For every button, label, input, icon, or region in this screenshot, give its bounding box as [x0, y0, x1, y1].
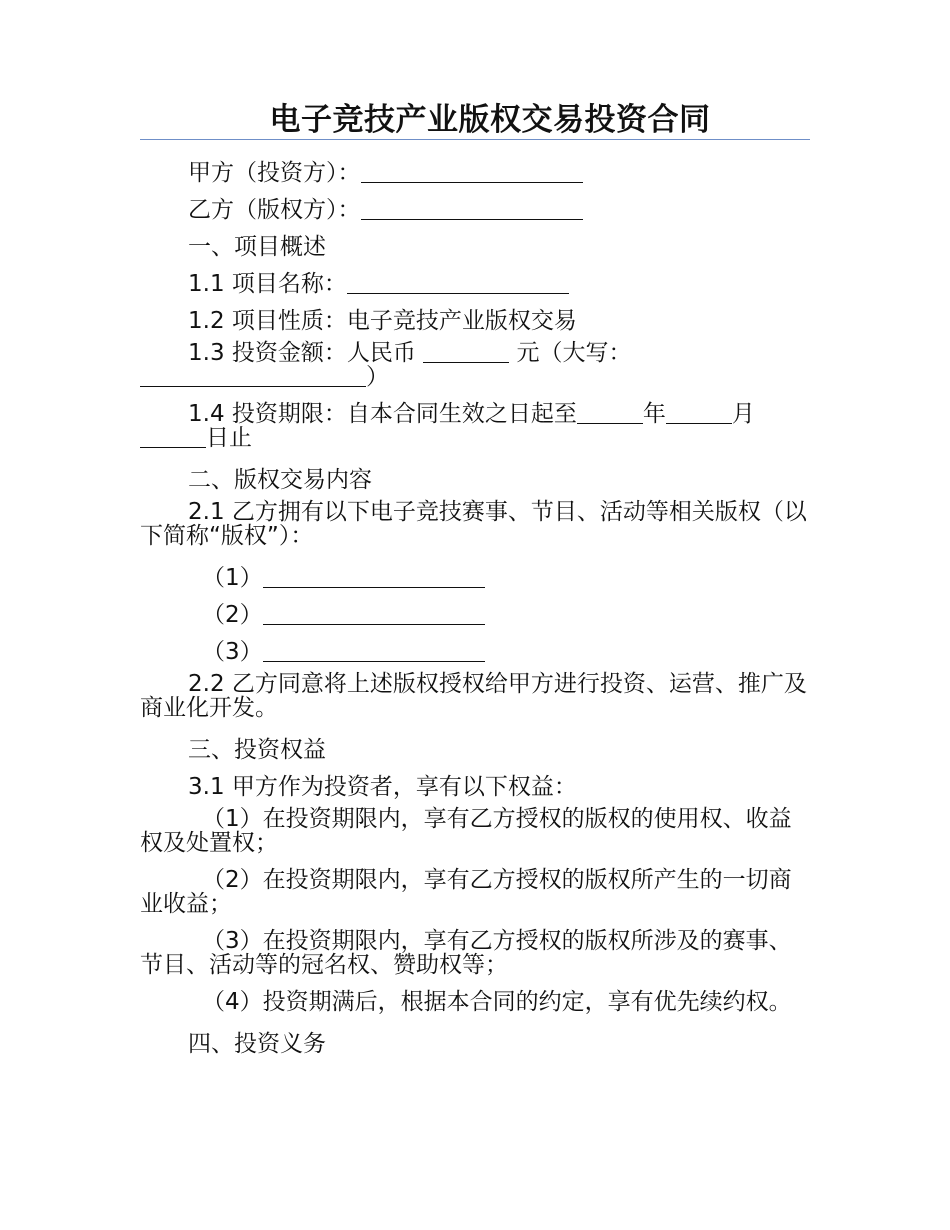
copyright-blank-2: [263, 604, 485, 625]
copyright-blank-3: [263, 641, 485, 662]
item-1-4-month: 月: [731, 401, 755, 427]
item-1-3-paragraph: [140, 335, 812, 396]
item-3-1-line: 3.1 甲方作为投资者，享有以下权益：: [188, 774, 577, 800]
copyright-list-number: （3）: [202, 639, 263, 665]
item-1-4-paragraph: [140, 396, 812, 457]
section-4-heading: 四、投资义务: [188, 1031, 326, 1057]
copyright-list-item-2: [140, 592, 812, 629]
right-item-1: （1）在投资期限内，享有乙方授权的版权的使用权、收益权及处置权；: [140, 806, 792, 856]
item-1-1-line: [140, 261, 812, 298]
section-3-heading: 三、投资权益: [188, 737, 326, 763]
item-1-3-unit: 元（大写：: [516, 340, 632, 366]
right-item-2: （2）在投资期限内，享有乙方授权的版权所产生的一切商业收益；: [140, 867, 792, 917]
copyright-list-number: （2）: [202, 602, 263, 628]
copyright-list-item-3: [140, 629, 812, 666]
party-a-blank: [361, 162, 583, 183]
copyright-blank-1: [263, 567, 485, 588]
document-title: 电子竞技产业版权交易投资合同: [269, 102, 711, 138]
item-1-4-text: 1.4 投资期限：自本合同生效之日起至: [188, 401, 577, 427]
end-month-blank: [666, 403, 732, 424]
contract-body: [140, 150, 812, 1058]
item-1-4-year: 年: [642, 401, 666, 427]
item-1-3-label: 1.3 投资金额：人民币: [188, 340, 416, 366]
end-day-blank: [140, 427, 206, 448]
section-1-heading: 一、项目概述: [188, 234, 326, 260]
item-2-2-paragraph: 2.2 乙方同意将上述版权授权给甲方进行投资、运营、推广及商业化开发。: [140, 671, 807, 721]
title-underline: [140, 139, 810, 140]
amount-uppercase-blank: [140, 366, 366, 387]
section-2-heading: 二、版权交易内容: [188, 467, 372, 493]
copyright-list-item-1: [140, 555, 812, 592]
amount-blank: [423, 342, 509, 363]
right-item-4: （4）投资期满后，根据本合同的约定，享有优先续约权。: [202, 989, 792, 1015]
party-a-label: 甲方（投资方）：: [188, 160, 361, 186]
item-2-1-paragraph: 2.1 乙方拥有以下电子竞技赛事、节目、活动等相关版权（以下简称“版权”）：: [140, 499, 807, 549]
item-1-2-line: 1.2 项目性质：电子竞技产业版权交易: [188, 308, 577, 334]
item-1-3-close: ）: [366, 364, 389, 390]
party-b-line: [140, 187, 812, 224]
party-b-blank: [361, 199, 583, 220]
project-name-blank: [347, 273, 569, 294]
item-1-1-label: 1.1 项目名称：: [188, 271, 347, 297]
item-1-4-day: 日止: [206, 425, 252, 451]
right-item-3: （3）在投资期限内，享有乙方授权的版权所涉及的赛事、节目、活动等的冠名权、赞助权等；: [140, 928, 792, 978]
party-a-line: [140, 150, 812, 187]
party-b-label: 乙方（版权方）：: [188, 197, 361, 223]
end-year-blank: [577, 403, 643, 424]
copyright-list-number: （1）: [202, 565, 263, 591]
